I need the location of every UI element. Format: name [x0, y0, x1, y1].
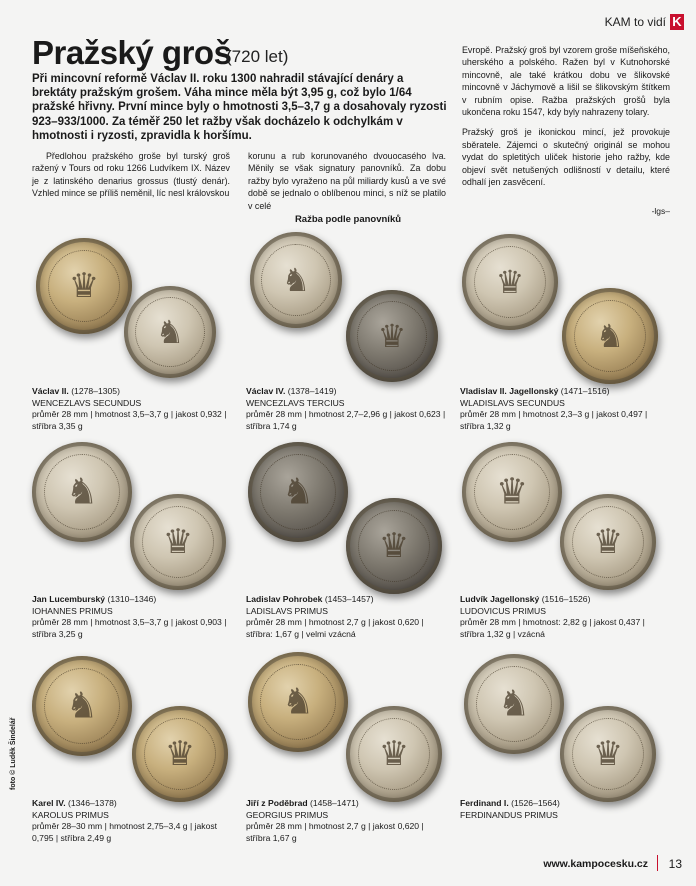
- ruler-years: (1378–1419): [287, 386, 337, 396]
- author-signature: -lgs–: [651, 206, 670, 216]
- coin-legend: KAROLUS PRIMUS: [32, 809, 109, 820]
- coin-obverse-image: ♞: [32, 656, 132, 756]
- coin-legend: WLADISLAVS SECUNDUS: [460, 397, 565, 408]
- ruler-years: (1526–1564): [511, 798, 560, 808]
- ruler-years: (1458–1471): [310, 798, 359, 808]
- article-lead: Při mincovní reformě Václav II. roku 1300 nahradil stávající denáry a brektáty pražským grošem. Váha mince měla být 3,95 g, což bylo 1/64 pražské hřivny. První mince byly o hmotnosti 3,5–3,7 g a dosahovaly ryzosti 923–933/1000. Za téměř 250 let ražby však docházelo k odchylkám v hmotnosti i ryzosti, zpravidla k horšímu.: [32, 73, 447, 142]
- ruler-years: (1471–1516): [560, 386, 610, 396]
- coin-caption: [32, 594, 232, 640]
- ruler-name: Jiří z Poděbrad: [246, 798, 308, 808]
- coin-caption: [246, 798, 446, 844]
- body-paragraph: Pražský groš je ikonickou mincí, jež provokuje sběratele. Zájemci o skutečný originál se mohou vydat do spletitých uliček historie jeho ražby, kde objeví svět netušených odlišností v detailu, které odhalí jen zasvěcení.: [462, 127, 670, 188]
- coin-obverse-image: ♞: [248, 652, 348, 752]
- article-title: Pražský groš: [32, 34, 232, 71]
- coin-legend: GEORGIUS PRIMUS: [246, 809, 329, 820]
- ruler-name: Ludvík Jagellonský: [460, 594, 540, 604]
- coin-caption: [32, 386, 232, 432]
- coin-reverse-image: ♞: [124, 286, 216, 378]
- section-heading: Ražba podle panovníků: [294, 214, 402, 225]
- ruler-years: (1453–1457): [324, 594, 374, 604]
- coin-reverse-image: ♞: [562, 288, 658, 384]
- coin-legend: WENCEZLAVS TERCIUS: [246, 397, 345, 408]
- coin-obverse-image: ♛: [462, 234, 558, 330]
- brand-name: KAM to vidí: [604, 15, 666, 29]
- footer-divider: [657, 855, 659, 871]
- brand-logo-icon: K: [670, 14, 684, 30]
- coin-legend: IOHANNES PRIMUS: [32, 605, 113, 616]
- coin-legend: LADISLAVS PRIMUS: [246, 605, 328, 616]
- body-column-2: [248, 150, 446, 212]
- ruler-years: (1310–1346): [107, 594, 157, 604]
- coin-reverse-image: ♛: [560, 706, 656, 802]
- coin-caption: [460, 798, 660, 821]
- coin-caption: [246, 386, 446, 432]
- footer-website-link[interactable]: www.kampocesku.cz: [543, 858, 648, 870]
- coin-caption: [460, 594, 660, 640]
- coin-reverse-image: ♛: [132, 706, 228, 802]
- body-column-3: [462, 44, 670, 196]
- coin-specs: průměr 28–30 mm | hmotnost 2,75–3,4 g | jakost 0,795 | stříbra 2,49 g: [32, 821, 218, 843]
- coin-obverse-image: ♞: [32, 442, 132, 542]
- ruler-name: Jan Lucemburský: [32, 594, 106, 604]
- page-number: 13: [668, 857, 682, 871]
- photo-credit: foto © Luděk Šindelář: [10, 717, 17, 790]
- ruler-name: Ladislav Pohrobek: [246, 594, 323, 604]
- coin-reverse-image: ♛: [346, 706, 442, 802]
- article-subtitle: (720 let): [226, 47, 289, 66]
- coin-obverse-image: ♞: [464, 654, 564, 754]
- coin-legend: FERDINANDUS PRIMUS: [460, 809, 558, 820]
- coin-reverse-image: ♛: [346, 498, 442, 594]
- body-column-1: [32, 150, 230, 200]
- coin-obverse-image: ♞: [250, 232, 342, 328]
- coin-reverse-image: ♛: [346, 290, 438, 382]
- ruler-years: (1278–1305): [71, 386, 120, 396]
- body-paragraph: Předlohou pražského groše byl turský groš ražený v Tours od roku 1266 Ludvíkem IX. Název je z latinského denarius grossus (tlustý denár). Vzhled mince se příliš neměnil, líc nesl královskou: [32, 151, 230, 199]
- coin-specs: průměr 28 mm | hmotnost 2,7 g | jakost 0,620 | stříbra: 1,67 g | velmi vzácná: [246, 617, 424, 639]
- coin-specs: průměr 28 mm | hmotnost 2,3–3 g | jakost 0,497 | stříbra 1,32 g: [460, 409, 648, 431]
- coin-caption: [32, 798, 232, 844]
- coin-obverse-image: ♛: [462, 442, 562, 542]
- coin-caption: [246, 594, 446, 640]
- body-paragraph: Evropě. Pražský groš byl vzorem groše míšeňského, uherského a polského. Ražen byl v Kutnohorské mincovně, ale také krátkou dobu ve šlikovské mincovně v Jáchymově a lišil se šlikovským štítkem v rubním opise. Ražba pražských grošů byla ukončena roku 1547, kdy byly nahrazeny tolary.: [462, 45, 670, 118]
- coin-specs: průměr 28 mm | hmotnost 3,5–3,7 g | jakost 0,932 | stříbra 3,35 g: [32, 409, 227, 431]
- coin-reverse-image: ♛: [560, 494, 656, 590]
- coin-legend: WENCEZLAVS SECUNDUS: [32, 397, 142, 408]
- coin-caption: [460, 386, 660, 432]
- coin-obverse-image: ♞: [248, 442, 348, 542]
- coin-reverse-image: ♛: [130, 494, 226, 590]
- coin-obverse-image: ♛: [36, 238, 132, 334]
- coin-specs: průměr 28 mm | hmotnost 2,7 g | jakost 0,620 | stříbra 1,67 g: [246, 821, 424, 843]
- ruler-name: Karel IV.: [32, 798, 66, 808]
- ruler-years: (1516–1526): [541, 594, 591, 604]
- ruler-name: Vladislav II. Jagellonský: [460, 386, 559, 396]
- coin-specs: průměr 28 mm | hmotnost: 2,82 g | jakost 0,437 | stříbra 1,32 g | vzácná: [460, 617, 645, 639]
- ruler-name: Václav II.: [32, 386, 69, 396]
- body-paragraph: korunu a rub korunovaného dvouocasého lva. Měnily se však signatury panovníků. Za dobu ražby bylo vyraženo na půl miliardy kusů a ve své době se jednalo o oblíbenou minci, s níž se platilo v celé: [248, 151, 446, 211]
- coin-legend: LUDOVICUS PRIMUS: [460, 605, 546, 616]
- coin-specs: průměr 28 mm | hmotnost 3,5–3,7 g | jakost 0,903 | stříbra 3,25 g: [32, 617, 227, 639]
- ruler-name: Václav IV.: [246, 386, 286, 396]
- coin-card: [460, 654, 660, 874]
- brand-badge: [605, 14, 684, 30]
- coin-specs: průměr 28 mm | hmotnost 2,7–2,96 g | jakost 0,623 | stříbra 1,74 g: [246, 409, 446, 431]
- ruler-years: (1346–1378): [68, 798, 117, 808]
- ruler-name: Ferdinand I.: [460, 798, 509, 808]
